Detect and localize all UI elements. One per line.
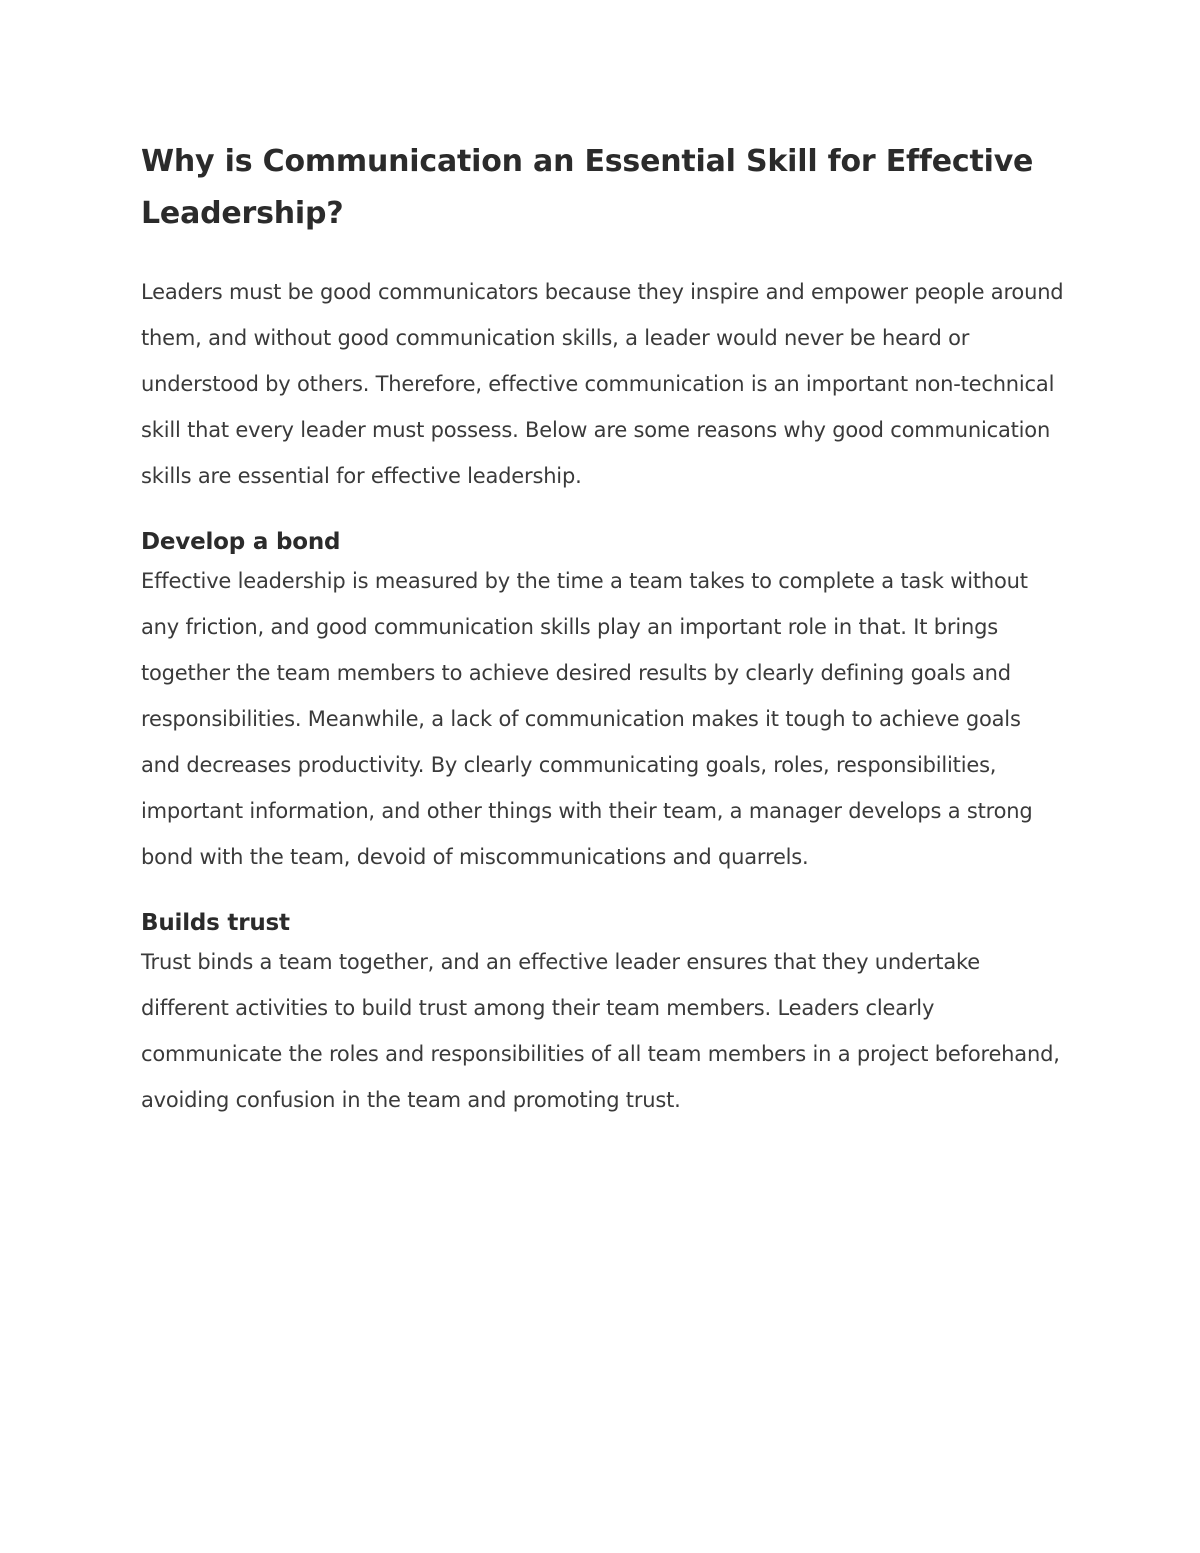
section-heading: Develop a bond [141,529,341,555]
document-content [141,136,1066,1123]
section-paragraph: Effective leadership is measured by the time a team takes to complete a task without any friction, and good communication skills play an important role in that. It brings together the team members to achieve desired results by clearly defining goals and responsibilities. Meanwhile, a lack of communication makes it tough to achieve goals and decreases productivity. By clearly communicating goals, roles, responsibilities, important information, and other things with their team, a manager develops a strong bond with the team, devoid of miscommunications and quarrels. [141,569,1033,869]
section-develop-a-bond [141,526,1066,880]
intro-paragraph: Leaders must be good communicators because they inspire and empower people around them, and without good communication skills, a leader would never be heard or understood by others. Therefore, effective communication is an important non-technical skill that every leader must possess. Below are some reasons why good communication skills are essential for effective leadership. [141,280,1064,488]
section-paragraph: Trust binds a team together, and an effective leader ensures that they undertake different activities to build trust among their team members. Leaders clearly communicate the roles and responsibilities of all team members in a project beforehand, avoiding confusion in the team and promoting trust. [141,950,1060,1112]
page-title: Why is Communication an Essential Skill for Effective Leadership? [141,144,1034,231]
section-builds-trust [141,907,1066,1123]
section-heading: Builds trust [141,910,290,936]
